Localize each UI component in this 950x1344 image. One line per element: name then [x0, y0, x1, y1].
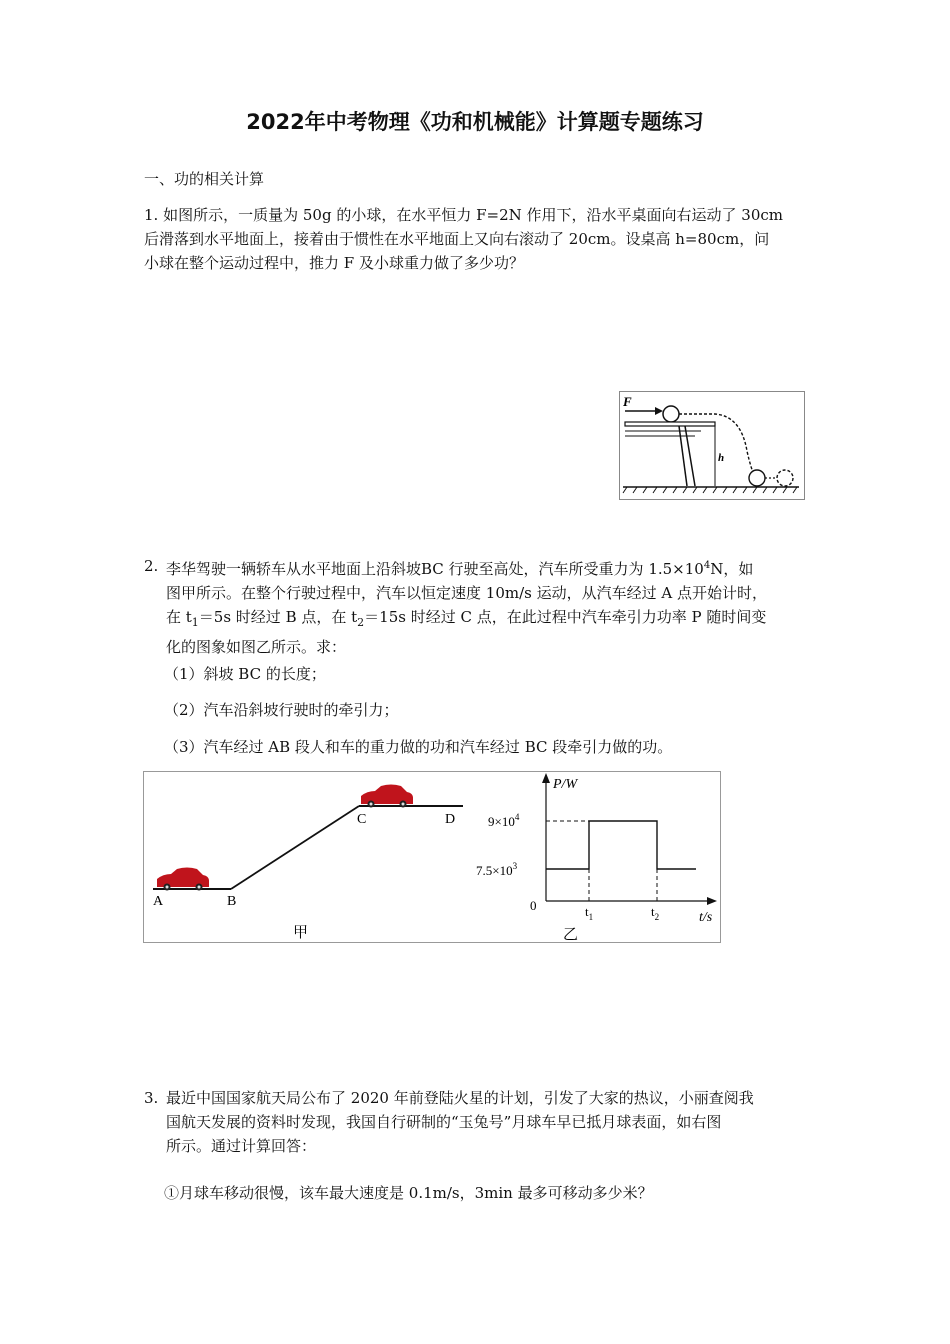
label-b: B: [227, 894, 237, 909]
x-axis-label: t/s: [699, 910, 713, 925]
question-3: 3. 最近中国国家航天局公布了 2020 年前登陆火星的计划，引发了大家的热议，小丽查阅我 国航天发展的资料时发现，我国自行研制的“玉兔号”月球车早已抵月球表面，如右图 所示。通过计算回答：: [144, 1086, 824, 1158]
q1-line-1: 1. 如图所示，一质量为 50g 的小球，在水平恒力 F=2N 作用下，沿水平桌面向右运动了 30cm: [144, 206, 783, 224]
force-label: F: [623, 394, 632, 409]
caption-jia: 甲: [293, 925, 309, 941]
ball-final: [777, 470, 793, 486]
table-top: [625, 422, 715, 426]
q2-line-4: 化的图象如图乙所示。求：: [166, 638, 347, 656]
tick-low: $7.5\times 10^3$: [476, 861, 518, 878]
q2-line-1: 李华驾驶一辆轿车从水平地面上沿斜坡BC 行驶至高处，汽车所受重力为 $1.5\times 10^4N$，如: [166, 560, 754, 578]
q2-body: 2. 李华驾驶一辆轿车从水平地面上沿斜坡BC 行驶至高处，汽车所受重力为 $1.5\times 10^4N$，如 图甲所示。在整个行驶过程中，汽车以恒定速度 10m/s 运动，从汽车经过 A 点开始计时， 在 $t_1=5s$ 时经过 B 点，在 $t_2=15s$ 时经过 C 点，在此过程中汽车牵引力功率 P 随时间变 化的图象如图乙所示。求：: [144, 554, 824, 659]
q3-line-2: 国航天发展的资料时发现，我国自行研制的“玉兔号”月球车早已抵月球表面，如右图: [166, 1113, 722, 1131]
section-heading: 一、功的相关计算: [144, 170, 265, 188]
q2-line-2: 图甲所示。在整个行驶过程中，汽车以恒定速度 10m/s 运动，从汽车经过 A 点开始计时，: [166, 584, 767, 602]
q2-part-3: （3）汽车经过 AB 段人和车的重力做的功和汽车经过 BC 段牵引力做的功。: [164, 738, 673, 756]
q3-line-1: 最近中国国家航天局公布了 2020 年前登陆火星的计划，引发了大家的热议，小丽查阅我: [166, 1089, 754, 1107]
label-c: C: [357, 812, 367, 827]
origin-label: 0: [530, 898, 537, 913]
q2-line-3: 在 $t_1=5s$ 时经过 B 点，在 $t_2=15s$ 时经过 C 点，在此过程中汽车牵引力功率 P 随时间变: [166, 608, 767, 629]
q1-figure: [619, 391, 805, 501]
q2-part-1: （1）斜坡 BC 的长度；: [164, 665, 326, 683]
tick-high: $9\times 10^4$: [488, 812, 520, 829]
ball: [663, 406, 679, 422]
y-axis-label: P/W: [553, 777, 578, 792]
page-title: 2022年中考物理《功和机械能》计算题专题练习: [246, 110, 704, 134]
question-1: [144, 203, 824, 275]
label-d: D: [445, 812, 456, 827]
ball-landed: [749, 470, 765, 486]
q3-part-1: ①月球车移动很慢，该车最大速度是 0.1m/s，3min 最多可移动多少米？: [164, 1184, 653, 1202]
question-2: [144, 554, 824, 659]
q1-line-3: 小球在整个运动过程中，推力 F 及小球重力做了多少功？: [144, 254, 524, 272]
tick-t1: $t_1$: [585, 904, 594, 922]
label-a: A: [153, 894, 164, 909]
caption-yi: 乙: [563, 927, 579, 943]
q2-figure: [143, 771, 721, 943]
tick-t2: $t_2$: [651, 904, 660, 922]
q2-part-2: （2）汽车沿斜坡行驶时的牵引力；: [164, 701, 399, 719]
q1-line-2: 后滑落到水平地面上，接着由于惯性在水平地面上又向右滚动了 20cm。设桌高 h=80cm，问: [144, 230, 770, 248]
height-label: h: [718, 452, 725, 464]
q3-line-3: 所示。通过计算回答：: [166, 1137, 317, 1155]
